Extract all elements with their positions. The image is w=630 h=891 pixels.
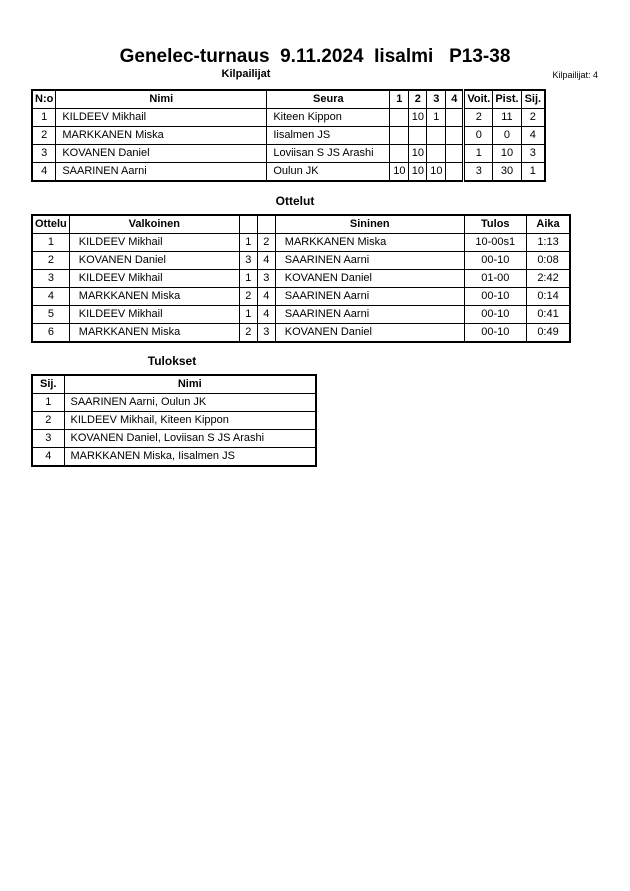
white-player: MARKKANEN Miska — [69, 288, 239, 306]
match-row — [32, 270, 570, 288]
page-title: Genelec-turnaus 9.11.2024 Iisalmi P13-38 — [119, 46, 511, 67]
result-rank: 4 — [32, 448, 64, 467]
white-player: KILDEEV Mikhail — [69, 234, 239, 252]
match-no: 1 — [32, 234, 69, 252]
round-score-1 — [390, 109, 409, 127]
result-row — [32, 448, 316, 467]
blue-player-no: 4 — [257, 288, 275, 306]
header-time: Aika — [526, 215, 570, 234]
round-score-2: 10 — [409, 109, 427, 127]
blue-player-no: 2 — [257, 234, 275, 252]
blue-player: MARKKANEN Miska — [275, 234, 464, 252]
match-time: 2:42 — [526, 270, 570, 288]
header-points: Pist. — [493, 90, 521, 109]
blue-player: KOVANEN Daniel — [275, 324, 464, 343]
round-score-2: 10 — [409, 145, 427, 163]
white-player-no: 1 — [239, 306, 257, 324]
competitor-no: 4 — [32, 163, 56, 182]
result-rank: 2 — [32, 412, 64, 430]
round-score-1 — [390, 145, 409, 163]
header-round-3: 3 — [427, 90, 446, 109]
white-player: KOVANEN Daniel — [69, 252, 239, 270]
match-result: 00-10 — [464, 252, 526, 270]
result-name: SAARINEN Aarni, Oulun JK — [64, 394, 316, 412]
round-score-2 — [409, 127, 427, 145]
header-blue: Sininen — [275, 215, 464, 234]
header-blue-no — [257, 215, 275, 234]
result-row — [32, 430, 316, 448]
match-result: 01-00 — [464, 270, 526, 288]
competitors-table — [31, 89, 546, 182]
competitor-rank: 3 — [521, 145, 545, 163]
header-white-no — [239, 215, 257, 234]
match-result: 10-00s1 — [464, 234, 526, 252]
competitor-points: 11 — [493, 109, 521, 127]
blue-player-no: 3 — [257, 270, 275, 288]
match-row — [32, 288, 570, 306]
competitor-no: 3 — [32, 145, 56, 163]
competitor-points: 10 — [493, 145, 521, 163]
competitor-wins: 2 — [464, 109, 493, 127]
header-name: Nimi — [56, 90, 267, 109]
competitor-club: Oulun JK — [267, 163, 390, 182]
competitor-wins: 0 — [464, 127, 493, 145]
match-time: 0:49 — [526, 324, 570, 343]
header-no: N:o — [32, 90, 56, 109]
competitors-section-label: Kilpailijat — [221, 68, 271, 80]
result-rank: 1 — [32, 394, 64, 412]
competitor-points: 0 — [493, 127, 521, 145]
header-round-2: 2 — [409, 90, 427, 109]
match-result: 00-10 — [464, 306, 526, 324]
white-player-no: 1 — [239, 270, 257, 288]
header-name: Nimi — [64, 375, 316, 394]
competitor-rank: 4 — [521, 127, 545, 145]
competitor-club: Kiteen Kippon — [267, 109, 390, 127]
blue-player: SAARINEN Aarni — [275, 306, 464, 324]
result-rank: 3 — [32, 430, 64, 448]
blue-player-no: 3 — [257, 324, 275, 343]
white-player: KILDEEV Mikhail — [69, 270, 239, 288]
competitors-header-row — [32, 90, 545, 109]
blue-player: SAARINEN Aarni — [275, 288, 464, 306]
competitor-row — [32, 163, 545, 182]
competitor-name: MARKKANEN Miska — [56, 127, 267, 145]
white-player-no: 3 — [239, 252, 257, 270]
matches-header-row — [32, 215, 570, 234]
blue-player-no: 4 — [257, 306, 275, 324]
match-no: 2 — [32, 252, 69, 270]
competitor-name: SAARINEN Aarni — [56, 163, 267, 182]
result-name: KOVANEN Daniel, Loviisan S JS Arashi — [64, 430, 316, 448]
round-score-3 — [427, 127, 446, 145]
round-score-4 — [446, 127, 464, 145]
header-rank: Sij. — [521, 90, 545, 109]
match-time: 0:08 — [526, 252, 570, 270]
competitor-no: 2 — [32, 127, 56, 145]
competitor-club: Loviisan S JS Arashi — [267, 145, 390, 163]
match-row — [32, 306, 570, 324]
results-section-label: Tulokset — [147, 354, 197, 368]
match-row — [32, 234, 570, 252]
header-round-4: 4 — [446, 90, 464, 109]
match-no: 3 — [32, 270, 69, 288]
round-score-2: 10 — [409, 163, 427, 182]
round-score-3: 10 — [427, 163, 446, 182]
results-table — [31, 374, 317, 467]
header-rank: Sij. — [32, 375, 64, 394]
header-result: Tulos — [464, 215, 526, 234]
round-score-4 — [446, 145, 464, 163]
result-name: MARKKANEN Miska, Iisalmen JS — [64, 448, 316, 467]
competitor-row — [32, 127, 545, 145]
competitor-rank: 1 — [521, 163, 545, 182]
white-player-no: 1 — [239, 234, 257, 252]
round-score-3: 1 — [427, 109, 446, 127]
header-club: Seura — [267, 90, 390, 109]
competitor-name: KOVANEN Daniel — [56, 145, 267, 163]
round-score-3 — [427, 145, 446, 163]
match-row — [32, 324, 570, 343]
matches-section-label: Ottelut — [275, 194, 315, 208]
competitor-wins: 1 — [464, 145, 493, 163]
round-score-1 — [390, 127, 409, 145]
competitor-row — [32, 109, 545, 127]
competitor-rank: 2 — [521, 109, 545, 127]
competitor-wins: 3 — [464, 163, 493, 182]
header-white: Valkoinen — [69, 215, 239, 234]
match-time: 0:41 — [526, 306, 570, 324]
match-no: 4 — [32, 288, 69, 306]
matches-table — [31, 214, 571, 343]
match-time: 1:13 — [526, 234, 570, 252]
result-row — [32, 412, 316, 430]
competitor-name: KILDEEV Mikhail — [56, 109, 267, 127]
match-result: 00-10 — [464, 288, 526, 306]
competitors-count: Kilpailijat: 4 — [552, 70, 598, 80]
round-score-4 — [446, 163, 464, 182]
round-score-1: 10 — [390, 163, 409, 182]
competitor-row — [32, 145, 545, 163]
blue-player-no: 4 — [257, 252, 275, 270]
white-player: MARKKANEN Miska — [69, 324, 239, 343]
match-time: 0:14 — [526, 288, 570, 306]
competitor-no: 1 — [32, 109, 56, 127]
header-wins: Voit. — [464, 90, 493, 109]
match-result: 00-10 — [464, 324, 526, 343]
competitor-points: 30 — [493, 163, 521, 182]
blue-player: KOVANEN Daniel — [275, 270, 464, 288]
blue-player: SAARINEN Aarni — [275, 252, 464, 270]
round-score-4 — [446, 109, 464, 127]
match-no: 5 — [32, 306, 69, 324]
white-player: KILDEEV Mikhail — [69, 306, 239, 324]
white-player-no: 2 — [239, 324, 257, 343]
result-name: KILDEEV Mikhail, Kiteen Kippon — [64, 412, 316, 430]
header-match: Ottelu — [32, 215, 69, 234]
result-row — [32, 394, 316, 412]
match-no: 6 — [32, 324, 69, 343]
white-player-no: 2 — [239, 288, 257, 306]
competitor-club: Iisalmen JS — [267, 127, 390, 145]
match-row — [32, 252, 570, 270]
header-round-1: 1 — [390, 90, 409, 109]
results-header-row — [32, 375, 316, 394]
